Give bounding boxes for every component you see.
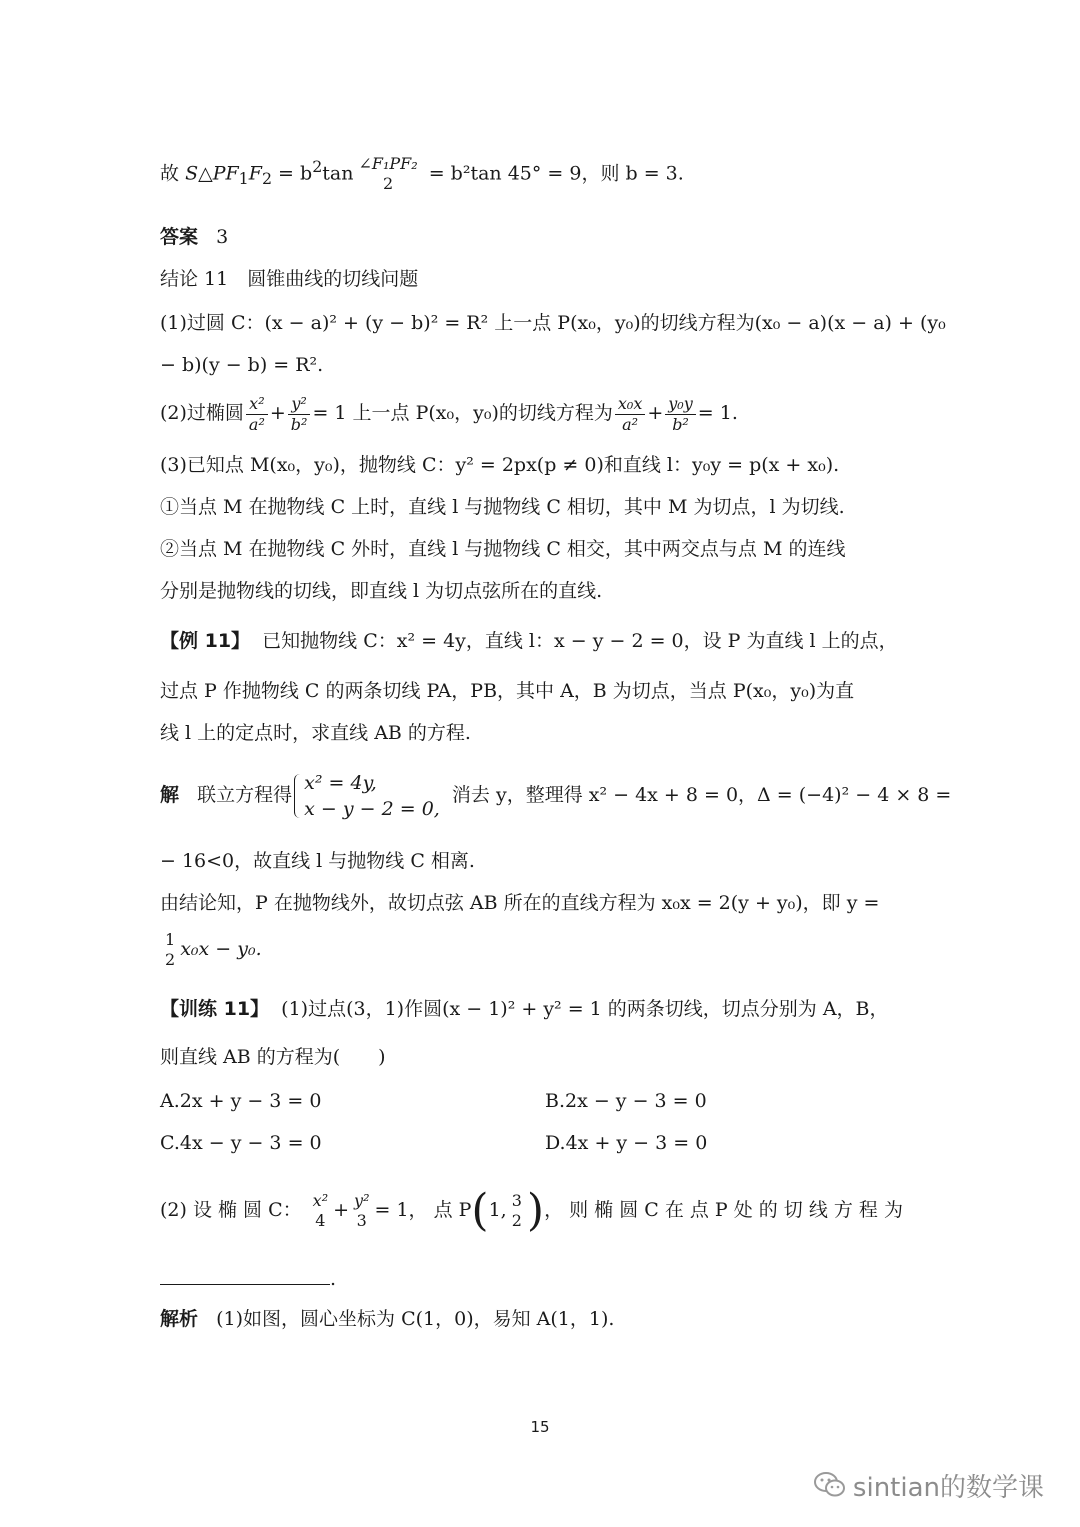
equation-system: x² = 4y, x − y − 2 = 0, (292, 770, 440, 822)
solution-line-3: 由结论知，P 在抛物线外，故切点弦 AB 所在的直线方程为 x₀x = 2(y + y₀)，即 y = (160, 892, 880, 914)
item3b-line-b: 分别是抛物线的切线，即直线 l 为切点弦所在的直线. (160, 580, 603, 602)
half-angle-fraction: ∠F₁PF₂ 2 (358, 154, 418, 194)
item3-line: (3)已知点 M(x₀，y₀)，抛物线 C：y² = 2px(p ≠ 0)和直线 l：y₀y = p(x + x₀). (160, 454, 840, 476)
page-number: 15 (530, 1418, 550, 1436)
analysis-label: 解析 (160, 1308, 199, 1330)
wechat-icon (813, 1470, 847, 1500)
watermark-text: sintian的数学课 (852, 1472, 1044, 1503)
analysis-line: 解析 (1)如图，圆心坐标为 C(1，0)，易知 A(1，1). (160, 1308, 615, 1330)
watermark (813, 1464, 1044, 1506)
training-q2-line: (2) 设 椭 圆 C： x² 4 + y² 3 = 1， 点 P(1, 3 2 )， 则 椭 圆 C 在 点 P 处 的 切 线 方 程 为 (160, 1185, 903, 1236)
item3b-line-a: ②当点 M 在抛物线 C 外时，直线 l 与抛物线 C 相交，其中两交点与点 M 的连线 (160, 538, 846, 560)
item2-line: (2)过椭圆 $\frac{\text{x²}}{\text{a²}}$ + $\frac{\text{y²}}{\text{b²}}$ = 1 上一点 P(x₀，y₀)的切线方程为 $\frac{\text{x₀x}}{\text{a²}}$ + $\frac{\text{y₀y}}{\text{b²}}$ = 1. (160, 393, 738, 434)
item1-line-a: (1)过圆 C：(x − a)² + (y − b)² = R² 上一点 P(x₀，y₀)的切线方程为(x₀ − a)(x − a) + (y₀ (160, 312, 946, 334)
option-d: D.4x + y − 3 = 0 (545, 1132, 708, 1154)
area-formula-line: 故 $S\triangle PF_1F_2 = b^2\tan$ ∠F₁PF₂ 2 = b²tan 45° = 9，则 b = 3. (160, 154, 684, 194)
item3a-line: ①当点 M 在抛物线 C 上时，直线 l 与抛物线 C 相切，其中 M 为切点，l 为切线. (160, 496, 845, 518)
option-a: A.2x + y − 3 = 0 (160, 1090, 322, 1112)
example-label: 【例 11】 (160, 630, 251, 652)
answer-blank[interactable] (160, 1262, 330, 1285)
solution-line-2: − 16<0，故直线 l 与抛物线 C 相离. (160, 850, 475, 872)
training-line-b: 则直线 AB 的方程为( ) (160, 1046, 386, 1068)
solution-line-1: 解 联立方程得 x² = 4y, x − y − 2 = 0, 消去 y，整理得 x² − 4x + 8 = 0，Δ = (−4)² − 4 × 8 = (160, 772, 952, 820)
training-label: 【训练 11】 (160, 998, 270, 1020)
solution-line-4: 1 2 x₀x − y₀. (165, 930, 262, 969)
example-line-c: 线 l 上的定点时，求直线 AB 的方程. (160, 722, 471, 744)
example-line-b: 过点 P 作抛物线 C 的两条切线 PA，PB，其中 A，B 为切点，当点 P(x₀，y₀)为直 (160, 680, 855, 702)
example-line-a: 【例 11】 已知抛物线 C：x² = 4y，直线 l：x − y − 2 = 0，设 P 为直线 l 上的点， (160, 630, 898, 652)
option-b: B.2x − y − 3 = 0 (545, 1090, 707, 1112)
conclusion-title: 结论 11 圆锥曲线的切线问题 (160, 268, 419, 290)
item1-line-b: − b)(y − b) = R². (160, 354, 324, 376)
answer-line: 答案 3 (160, 226, 229, 248)
training-line-a: 【训练 11】 (1)过点(3，1)作圆(x − 1)² + y² = 1 的两条切线，切点分别为 A，B， (160, 998, 889, 1020)
solution-label: 解 (160, 784, 180, 806)
option-c: C.4x − y − 3 = 0 (160, 1132, 322, 1154)
answer-blank-line: . (160, 1262, 336, 1294)
